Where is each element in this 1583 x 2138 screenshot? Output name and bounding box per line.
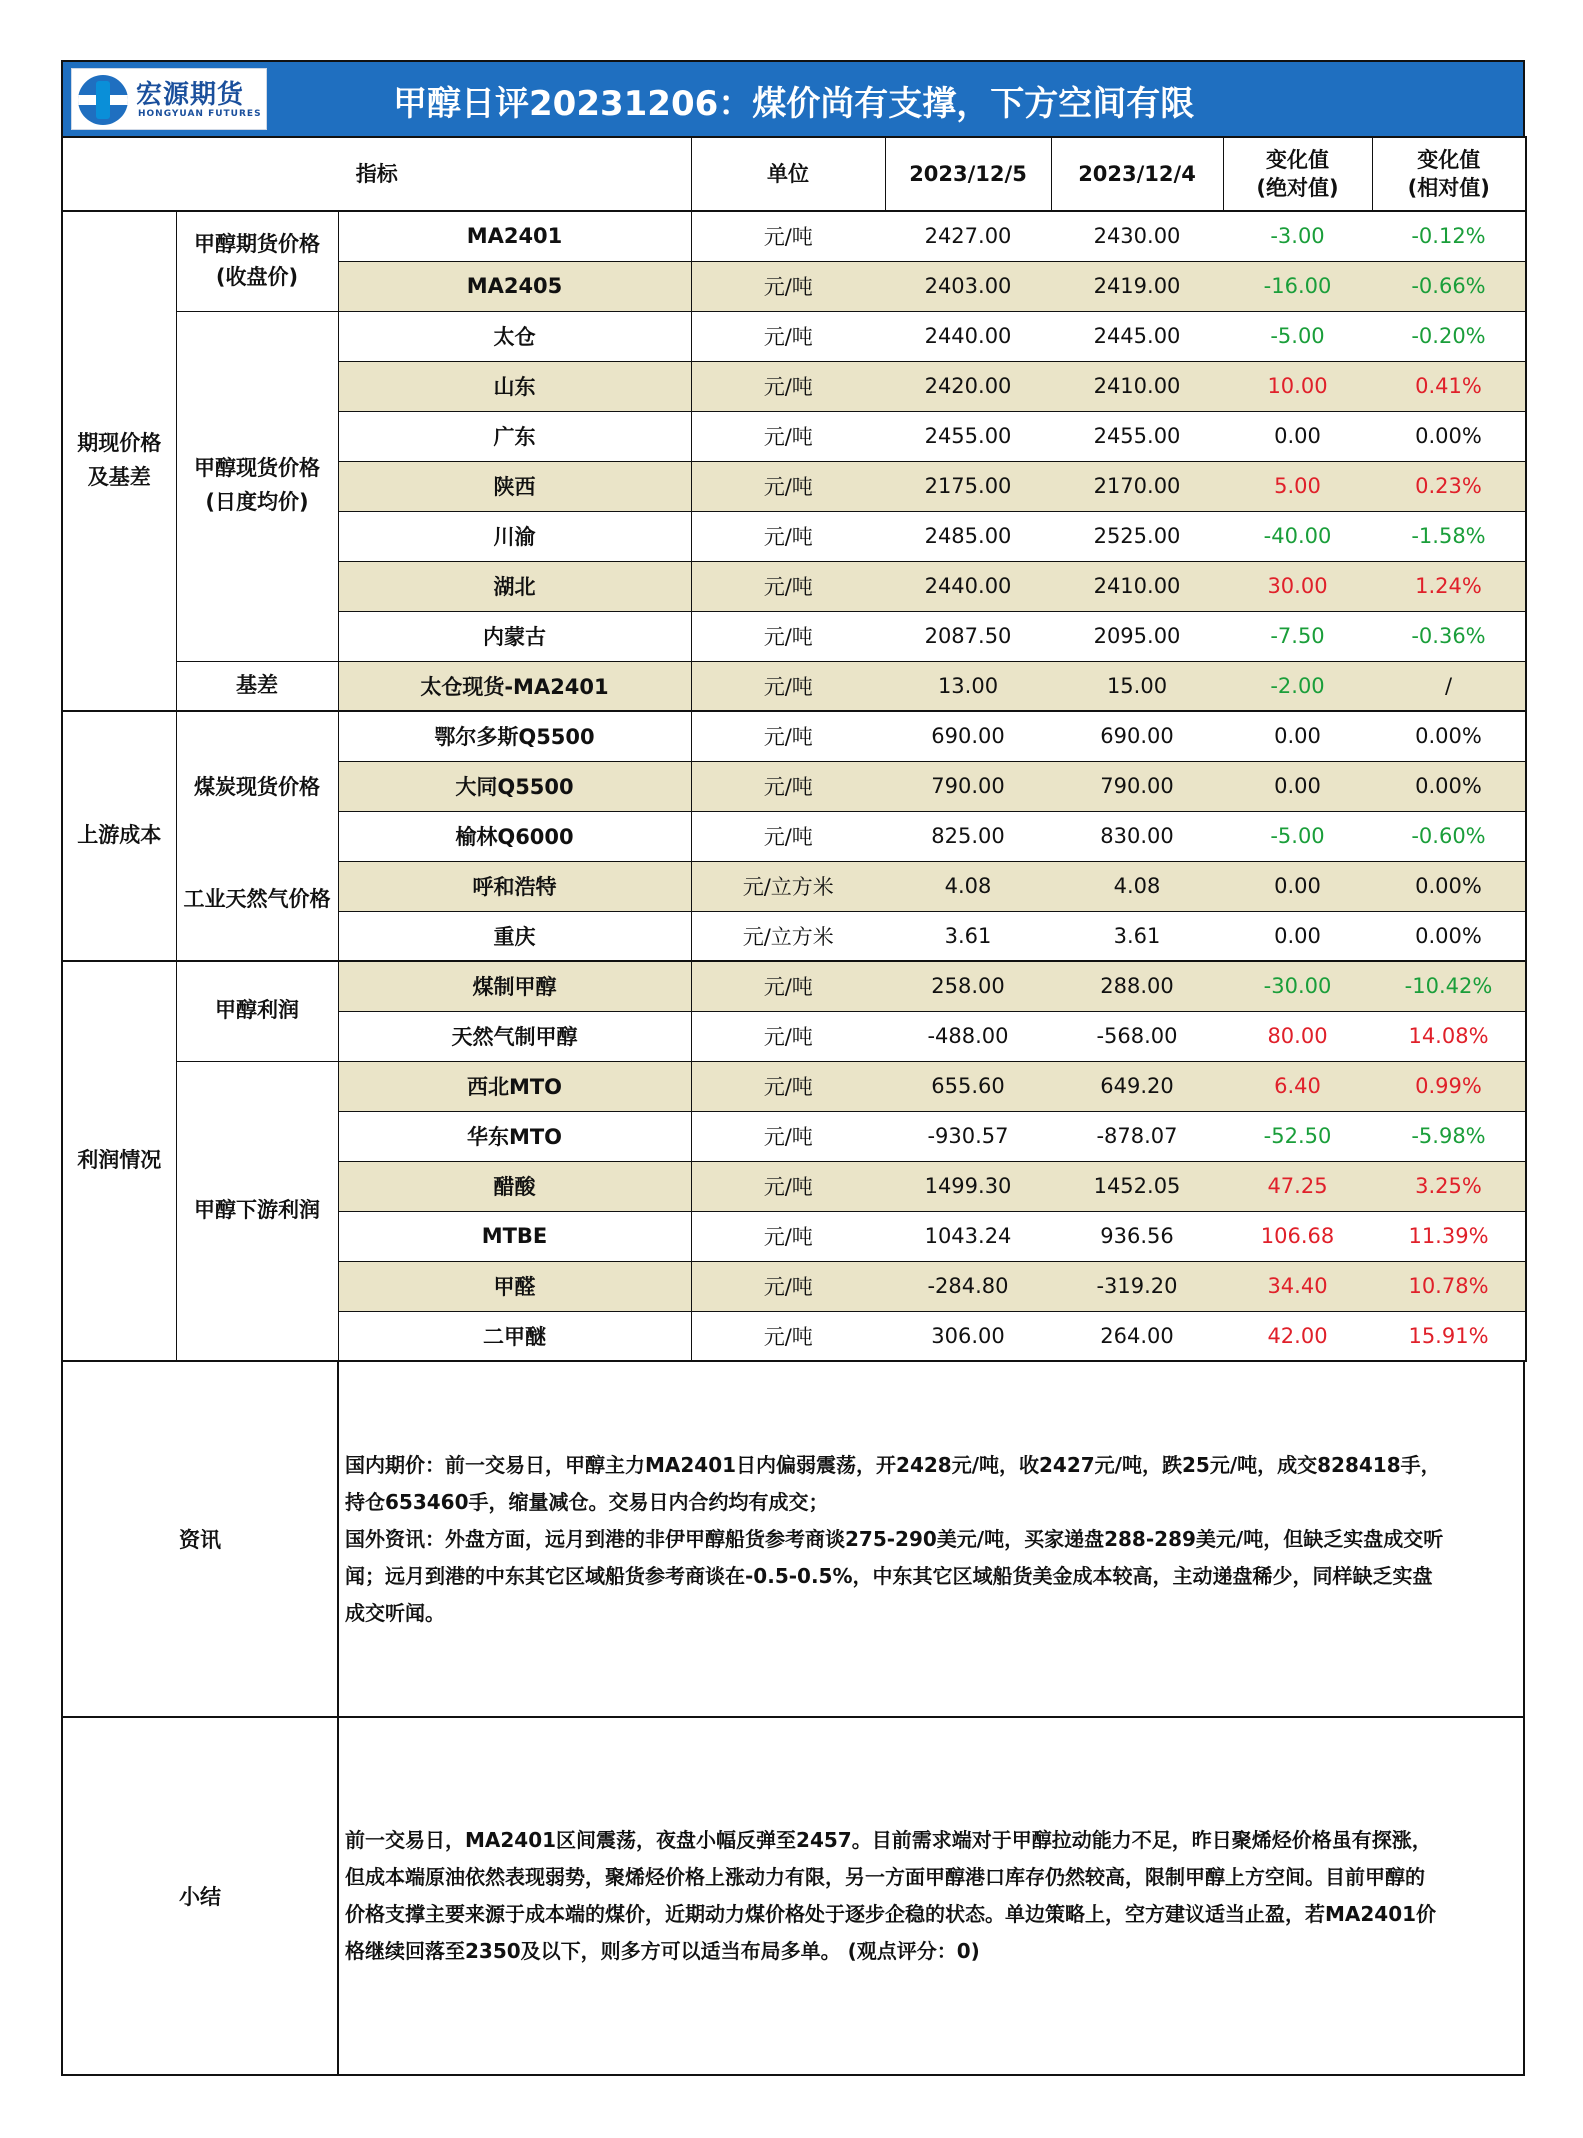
row-indicator: 华东MTO	[338, 1111, 691, 1161]
subgroup-label: (日度均价)	[205, 490, 309, 514]
row-indicator: 二甲醚	[338, 1311, 691, 1361]
summary-line: 但成本端原油依然表现弱势，聚烯烃价格上涨动力有限，另一方面甲醇港口库存仍然较高，限制甲醇上方空间。目前甲醇的	[345, 1865, 1425, 1889]
subgroup-label: (收盘价)	[215, 265, 299, 290]
report-sheet	[61, 60, 1525, 2076]
row-unit: 元/吨	[691, 1161, 885, 1211]
row-unit: 元/吨	[691, 261, 885, 311]
header-date1: 2023/12/5	[885, 137, 1051, 211]
row-unit: 元/吨	[691, 1111, 885, 1161]
category-price-basis	[62, 211, 176, 711]
row-value-date2: 288.00	[1051, 961, 1223, 1011]
row-value-date2: 2525.00	[1051, 511, 1223, 561]
row-value-date1: 2420.00	[885, 361, 1051, 411]
row-indicator: 内蒙古	[338, 611, 691, 661]
header-abs-l2: (绝对值)	[1256, 176, 1339, 200]
row-value-date2: 2410.00	[1051, 561, 1223, 611]
row-indicator: 重庆	[338, 911, 691, 961]
row-abs-change: 0.00	[1223, 711, 1372, 761]
row-indicator: MA2405	[338, 261, 691, 311]
row-rel-change: -0.36%	[1372, 611, 1526, 661]
row-abs-change: -16.00	[1223, 261, 1372, 311]
row-rel-change: 11.39%	[1372, 1211, 1526, 1261]
row-unit: 元/吨	[691, 1011, 885, 1061]
row-value-date2: 2095.00	[1051, 611, 1223, 661]
row-abs-change: 106.68	[1223, 1211, 1372, 1261]
table-row	[62, 311, 1526, 361]
subgroup-basis	[176, 661, 338, 711]
subgroup-label: 甲醇现货价格	[194, 456, 320, 481]
row-value-date2: 649.20	[1051, 1061, 1223, 1111]
row-unit: 元/吨	[691, 961, 885, 1011]
row-rel-change: 0.99%	[1372, 1061, 1526, 1111]
row-indicator: 甲醛	[338, 1261, 691, 1311]
row-rel-change: 0.00%	[1372, 711, 1526, 761]
row-value-date2: 2445.00	[1051, 311, 1223, 361]
subgroup-spot	[176, 311, 338, 661]
indicator-table	[61, 136, 1527, 1362]
row-value-date1: -284.80	[885, 1261, 1051, 1311]
row-value-date1: 306.00	[885, 1311, 1051, 1361]
header-unit: 单位	[691, 137, 885, 211]
table-row	[62, 961, 1526, 1011]
row-value-date2: -568.00	[1051, 1011, 1223, 1061]
row-unit: 元/吨	[691, 711, 885, 761]
subgroup-coal-gas	[176, 711, 338, 961]
row-unit: 元/吨	[691, 1211, 885, 1261]
table-row	[62, 661, 1526, 711]
row-value-date2: 15.00	[1051, 661, 1223, 711]
row-abs-change: -2.00	[1223, 661, 1372, 711]
subgroup-label: 基差	[236, 672, 278, 697]
header-row	[62, 137, 1526, 211]
row-abs-change: 0.00	[1223, 411, 1372, 461]
subgroup-label: 工业天然气价格	[183, 887, 331, 911]
row-value-date2: 690.00	[1051, 711, 1223, 761]
subgroup-label: 煤炭现货价格	[194, 775, 320, 799]
row-rel-change: 0.00%	[1372, 761, 1526, 811]
header-rel-l1: 变化值	[1417, 147, 1481, 172]
row-abs-change: -52.50	[1223, 1111, 1372, 1161]
row-value-date1: 2455.00	[885, 411, 1051, 461]
subgroup-downstream-profit	[176, 1061, 338, 1361]
summary-line: 前一交易日，MA2401区间震荡，夜盘小幅反弹至2457。目前需求端对于甲醇拉动能力不足，昨日聚烯烃价格虽有探涨，	[345, 1828, 1432, 1852]
row-abs-change: 10.00	[1223, 361, 1372, 411]
row-rel-change: 0.23%	[1372, 461, 1526, 511]
row-abs-change: 42.00	[1223, 1311, 1372, 1361]
row-value-date2: 3.61	[1051, 911, 1223, 961]
title-banner	[61, 60, 1525, 136]
category-profit	[62, 961, 176, 1361]
subgroup-methanol-profit	[176, 961, 338, 1061]
row-value-date2: 1452.05	[1051, 1161, 1223, 1211]
category-label: 上游成本	[77, 823, 162, 848]
row-rel-change: 3.25%	[1372, 1161, 1526, 1211]
row-value-date1: 1499.30	[885, 1161, 1051, 1211]
row-indicator: 川渝	[338, 511, 691, 561]
row-unit: 元/吨	[691, 561, 885, 611]
row-abs-change: 47.25	[1223, 1161, 1372, 1211]
table-row	[62, 1061, 1526, 1111]
header-date2: 2023/12/4	[1051, 137, 1223, 211]
row-abs-change: 30.00	[1223, 561, 1372, 611]
row-value-date2: 4.08	[1051, 861, 1223, 911]
row-rel-change: 0.41%	[1372, 361, 1526, 411]
row-value-date1: 2403.00	[885, 261, 1051, 311]
row-rel-change: -0.20%	[1372, 311, 1526, 361]
header-rel-change	[1372, 137, 1526, 211]
report-title: 甲醇日评20231206：煤价尚有支撑，下方空间有限	[393, 84, 1195, 124]
row-value-date2: 2419.00	[1051, 261, 1223, 311]
row-unit: 元/吨	[691, 661, 885, 711]
row-value-date1: 2440.00	[885, 311, 1051, 361]
row-rel-change: 15.91%	[1372, 1311, 1526, 1361]
row-abs-change: -30.00	[1223, 961, 1372, 1011]
subgroup-label: 甲醇期货价格	[194, 231, 320, 256]
news-line: 国外资讯：外盘方面，远月到港的非伊甲醇船货参考商谈275-290美元/吨，买家递盘288-289美元/吨，但缺乏实盘成交听	[345, 1526, 1444, 1551]
row-rel-change: 14.08%	[1372, 1011, 1526, 1061]
row-abs-change: 80.00	[1223, 1011, 1372, 1061]
category-upstream-cost	[62, 711, 176, 961]
row-abs-change: -7.50	[1223, 611, 1372, 661]
row-rel-change: -0.66%	[1372, 261, 1526, 311]
row-abs-change: -5.00	[1223, 311, 1372, 361]
row-rel-change: -10.42%	[1372, 961, 1526, 1011]
row-value-date1: -930.57	[885, 1111, 1051, 1161]
row-abs-change: -5.00	[1223, 811, 1372, 861]
row-value-date1: 690.00	[885, 711, 1051, 761]
row-unit: 元/吨	[691, 311, 885, 361]
row-abs-change: 0.00	[1223, 761, 1372, 811]
row-value-date1: 2427.00	[885, 211, 1051, 261]
row-unit: 元/吨	[691, 1311, 885, 1361]
summary-block	[61, 1718, 1525, 2076]
row-value-date2: 2410.00	[1051, 361, 1223, 411]
summary-line: 格继续回落至2350及以下，则多方可以适当布局多单。 (观点评分：0)	[345, 1939, 980, 1963]
row-indicator: 呼和浩特	[338, 861, 691, 911]
row-indicator: MTBE	[338, 1211, 691, 1261]
news-line: 闻；远月到港的中东其它区域船货参考商谈在-0.5-0.5%，中东其它区域船货美金成本较高，主动递盘稀少，同样缺乏实盘	[345, 1563, 1433, 1588]
news-label: 资讯	[63, 1362, 339, 1716]
logo-mark-icon	[78, 75, 128, 125]
row-indicator: 大同Q5500	[338, 761, 691, 811]
row-unit: 元/吨	[691, 1061, 885, 1111]
header-abs-l1: 变化值	[1266, 147, 1329, 172]
news-line: 国内期价：前一交易日，甲醇主力MA2401日内偏弱震荡，开2428元/吨，收2427元/吨，跌25元/吨，成交828418手，	[345, 1452, 1441, 1477]
row-value-date1: 2087.50	[885, 611, 1051, 661]
category-label: 期现价格	[77, 431, 162, 456]
row-unit: 元/立方米	[691, 911, 885, 961]
summary-line: 价格支撑主要来源于成本端的煤价，近期动力煤价格处于逐步企稳的状态。单边策略上，空方建议适当止盈，若MA2401价	[345, 1902, 1437, 1926]
row-rel-change: -1.58%	[1372, 511, 1526, 561]
row-abs-change: 5.00	[1223, 461, 1372, 511]
row-unit: 元/立方米	[691, 861, 885, 911]
row-value-date2: 2455.00	[1051, 411, 1223, 461]
table-body	[62, 211, 1526, 1361]
row-value-date2: -878.07	[1051, 1111, 1223, 1161]
logo-text: 宏源期货	[136, 80, 245, 110]
row-value-date1: -488.00	[885, 1011, 1051, 1061]
row-abs-change: -3.00	[1223, 211, 1372, 261]
company-logo	[71, 68, 267, 130]
row-abs-change: 34.40	[1223, 1261, 1372, 1311]
row-value-date1: 825.00	[885, 811, 1051, 861]
summary-label: 小结	[63, 1718, 339, 2074]
row-rel-change: -0.60%	[1372, 811, 1526, 861]
row-value-date1: 3.61	[885, 911, 1051, 961]
row-value-date2: 790.00	[1051, 761, 1223, 811]
table-row	[62, 211, 1526, 261]
row-value-date1: 2440.00	[885, 561, 1051, 611]
row-rel-change: 10.78%	[1372, 1261, 1526, 1311]
category-label: 利润情况	[77, 1148, 162, 1173]
row-abs-change: 0.00	[1223, 911, 1372, 961]
row-indicator: 广东	[338, 411, 691, 461]
subgroup-label: 甲醇利润	[215, 998, 299, 1023]
news-text	[339, 1362, 1523, 1716]
row-value-date2: 936.56	[1051, 1211, 1223, 1261]
row-unit: 元/吨	[691, 361, 885, 411]
row-indicator: 山东	[338, 361, 691, 411]
row-value-date2: 264.00	[1051, 1311, 1223, 1361]
row-unit: 元/吨	[691, 611, 885, 661]
row-abs-change: -40.00	[1223, 511, 1372, 561]
row-indicator: 陕西	[338, 461, 691, 511]
row-rel-change: 1.24%	[1372, 561, 1526, 611]
row-indicator: MA2401	[338, 211, 691, 261]
row-value-date1: 1043.24	[885, 1211, 1051, 1261]
row-rel-change: -0.12%	[1372, 211, 1526, 261]
row-abs-change: 6.40	[1223, 1061, 1372, 1111]
row-value-date1: 258.00	[885, 961, 1051, 1011]
row-value-date1: 790.00	[885, 761, 1051, 811]
row-value-date1: 2485.00	[885, 511, 1051, 561]
row-value-date2: 830.00	[1051, 811, 1223, 861]
row-rel-change: -5.98%	[1372, 1111, 1526, 1161]
subgroup-futures	[176, 211, 338, 311]
row-unit: 元/吨	[691, 1261, 885, 1311]
header-rel-l2: (相对值)	[1407, 176, 1490, 200]
row-rel-change: /	[1372, 661, 1526, 711]
row-unit: 元/吨	[691, 461, 885, 511]
row-indicator: 天然气制甲醇	[338, 1011, 691, 1061]
row-value-date2: -319.20	[1051, 1261, 1223, 1311]
row-unit: 元/吨	[691, 511, 885, 561]
row-value-date1: 655.60	[885, 1061, 1051, 1111]
news-line: 持仓653460手，缩量减仓。交易日内合约均有成交；	[345, 1489, 829, 1514]
row-rel-change: 0.00%	[1372, 911, 1526, 961]
row-value-date1: 13.00	[885, 661, 1051, 711]
row-value-date1: 4.08	[885, 861, 1051, 911]
table-row	[62, 711, 1526, 761]
row-rel-change: 0.00%	[1372, 861, 1526, 911]
row-value-date2: 2170.00	[1051, 461, 1223, 511]
row-indicator: 煤制甲醇	[338, 961, 691, 1011]
summary-text	[339, 1718, 1523, 2074]
row-indicator: 西北MTO	[338, 1061, 691, 1111]
subgroup-label: 甲醇下游利润	[194, 1197, 320, 1222]
row-abs-change: 0.00	[1223, 861, 1372, 911]
row-unit: 元/吨	[691, 761, 885, 811]
row-unit: 元/吨	[691, 811, 885, 861]
row-indicator: 太仓现货-MA2401	[338, 661, 691, 711]
row-value-date2: 2430.00	[1051, 211, 1223, 261]
logo-subtext: HONGYUAN FUTURES	[138, 109, 262, 119]
header-indicator: 指标	[62, 137, 691, 211]
row-unit: 元/吨	[691, 211, 885, 261]
row-indicator: 鄂尔多斯Q5500	[338, 711, 691, 761]
row-indicator: 醋酸	[338, 1161, 691, 1211]
row-indicator: 湖北	[338, 561, 691, 611]
news-block	[61, 1362, 1525, 1718]
row-value-date1: 2175.00	[885, 461, 1051, 511]
row-indicator: 榆林Q6000	[338, 811, 691, 861]
row-rel-change: 0.00%	[1372, 411, 1526, 461]
category-label: 及基差	[87, 465, 151, 489]
row-indicator: 太仓	[338, 311, 691, 361]
news-line: 成交听闻。	[345, 1600, 445, 1625]
row-unit: 元/吨	[691, 411, 885, 461]
header-abs-change	[1223, 137, 1372, 211]
